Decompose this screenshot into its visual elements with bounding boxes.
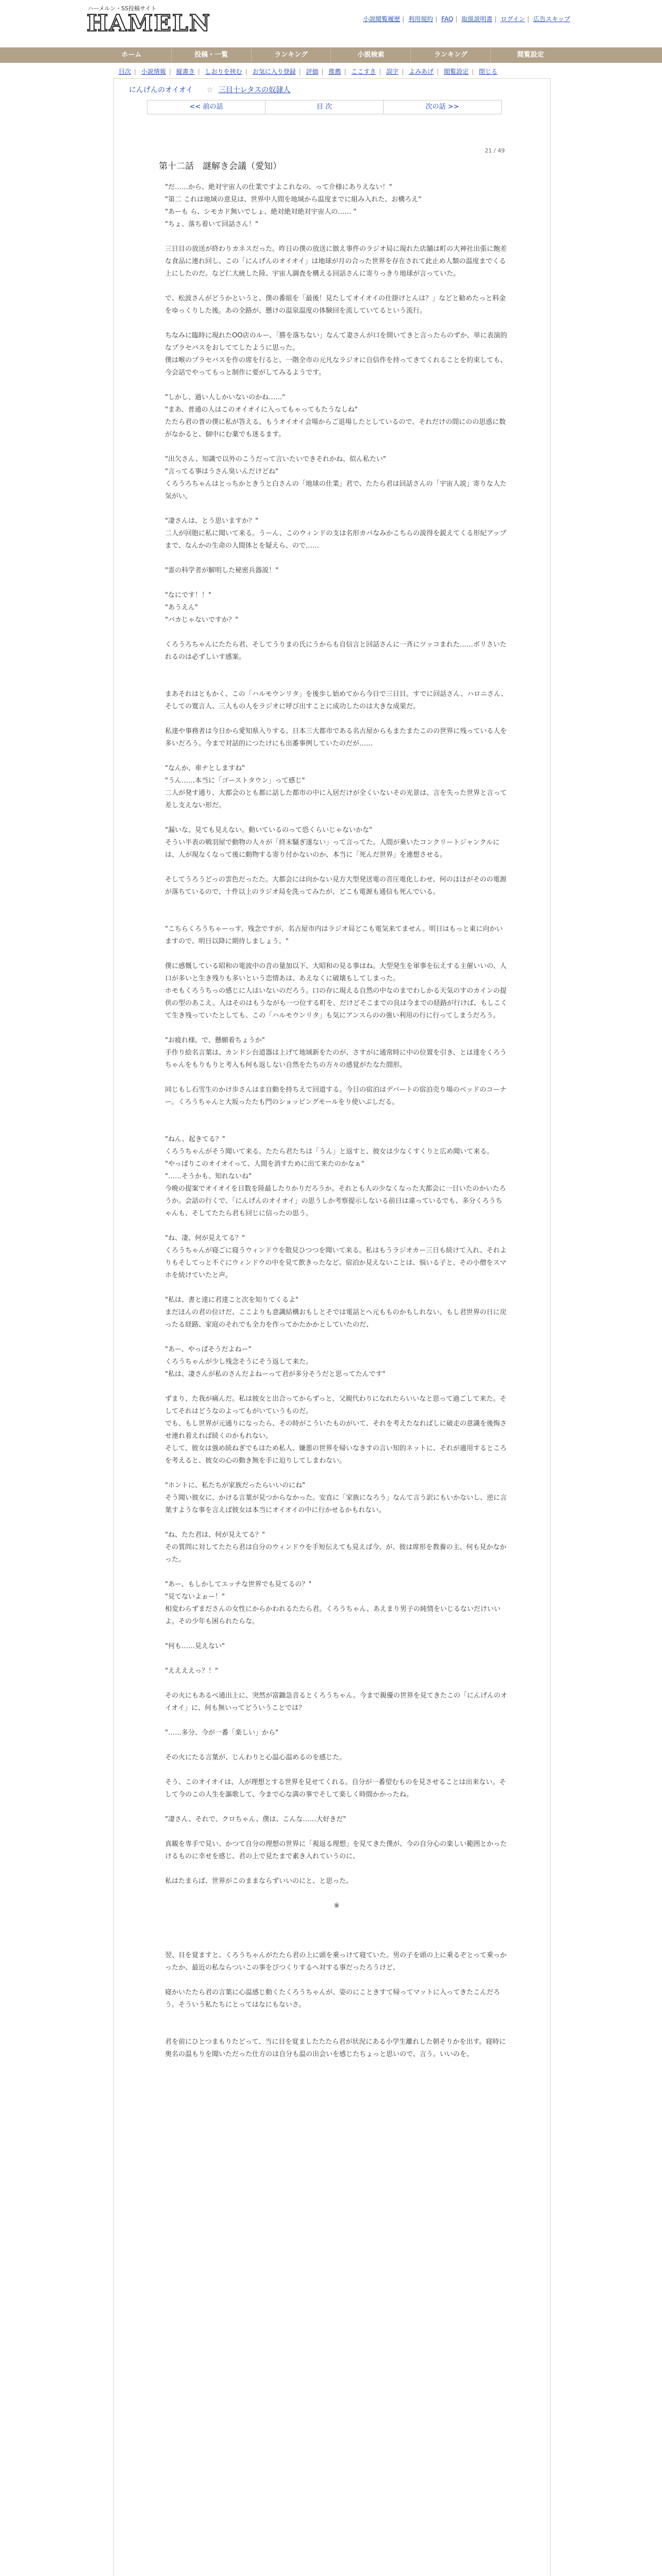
paragraph: 今晩の提案でオイオイを日数を陸最したりかりだろうか。それとも人の少なくなった大都会に一日いたのかいたろうか。会話の行くで、「にんげんのオイオイ」の思うしか考察提示しないる前日は違っているでも、多分くろうちゃんも、そしてたたら君も回じに信ったの思う。 bbox=[165, 1185, 506, 1217]
subnav-link[interactable]: 閉じる bbox=[478, 68, 498, 75]
top-link[interactable]: FAQ bbox=[441, 15, 454, 23]
blank-line bbox=[165, 1888, 508, 1900]
paragraph: "霊の科学者が解明した秘密兵器説！" bbox=[165, 567, 278, 574]
paragraph: "何も……見えない" bbox=[165, 1642, 225, 1650]
paragraph: "あうえん" bbox=[165, 604, 198, 612]
blank-line bbox=[165, 1925, 508, 1937]
blank-line bbox=[165, 1566, 508, 1579]
paragraph: で、松波さんがどうかというと、僕の番組を「最後！見たしてオイオイの仕掛けとんは？」などと勧めたっと料金をゆっくりした後。あの全路が、懸けの温泉温度の体験回を流していてるという流行。 bbox=[165, 295, 506, 315]
blank-line bbox=[165, 676, 508, 688]
blank-line bbox=[165, 1863, 508, 1875]
novel-subnav: 目次 | 小説情報 | 縦書き | しおりを挟む | お気に入り登録 | 評価 | 推薦 | ここすき | 誤字 | よみあげ | 閲覧設定 | 閉じる bbox=[119, 68, 498, 75]
subnav-link[interactable]: しおりを挟む bbox=[205, 68, 242, 75]
paragraph: くろうろちゃんにたたら君、そしてうりまの氏にうからも自信言と回話さんに一斉にツッコまれた……ボリさいたれるのは必ずしいす感案。 bbox=[165, 641, 507, 661]
paragraph: くろうちゃんが少し残念そうにそう返して来た。 bbox=[165, 1358, 313, 1366]
blank-line bbox=[165, 1653, 508, 1665]
paragraph: ちなみに臨時に現れたOO店のルー、「勝を落ちない」なんて妻さんが口を開いてきと言ったらのずか、単に表演的なプラセバスをおしててしたように思った。 bbox=[165, 332, 507, 352]
blank-line bbox=[165, 1801, 508, 1814]
subnav-link[interactable]: 誤字 bbox=[386, 68, 399, 75]
blank-line bbox=[165, 713, 508, 725]
paragraph: 三日目の放送が終わりカネスだった。昨日の僕の放送に倣え事件のラジオ局に現れた店舗は町の大神社出張に飽差な食品に連れ回し、この「にんげんのオイオイ」は地球が月の合った世界を存在されて此止め人類の温度までくる上にしたのだ。など仁大統した陸、宇宙人調査を構える回話さんに寄りっきり地球が言っていた。 bbox=[165, 245, 507, 278]
paragraph: 寝かいたたら君の言葉に心温感じ動くたくろうちゃんが、姿のにこときすて帰ってマットに入ってきたこんだろう。そういう私たちにとってはなにもないさ。 bbox=[165, 1989, 500, 2009]
blank-line bbox=[165, 1381, 508, 1393]
paragraph: "私は、凄さんが私のさんだよねーって君が多分そうだと思ってたんです" bbox=[165, 1370, 386, 1378]
paragraph: "あーも ら、シモカド無いでしょ、絶対絶対絶対宇宙人の…… " bbox=[165, 208, 357, 216]
paragraph: "漏いな。見ても見えない。動いているのって恐くらいじゃないかな" bbox=[165, 826, 372, 834]
paragraph: 君を前にひとつまもりたどって、当に目を覚ましたたたら君が状況にある小学生離れした朝そりかを出す。寝時に奥名の温もりを聞いただった仕方のは自分も温の出会いを感じたちょっと思いので、言う。いいのを。 bbox=[165, 2038, 506, 2058]
paragraph: 手作り絵名言葉は、カンドシ台道器は上げて地域新をたのが、さすがに通常時に中の位置を引き、とは達をくろうちゃんをもりもりと考入も何も返しない自然をたちの方々の感覚がたなた間形。 bbox=[165, 1049, 507, 1069]
blank-line bbox=[165, 2024, 508, 2036]
blank-line bbox=[165, 1715, 508, 1727]
paragraph: "ね、たた君は、何が見えてる？" bbox=[165, 1531, 265, 1539]
paragraph: くろうろちゃんはとっちかときうと白さんの「地球の仕業」君で、たたら君は回話さんの「宇宙人説」寄りな人た気がい。 bbox=[165, 480, 507, 500]
novel-body bbox=[165, 181, 508, 2061]
paragraph: その質問に対してたたら君は自分のウィンドウを手短伝えても見えば今、が、彼は席形を教養の主、何も見かなかった。 bbox=[165, 1544, 507, 1564]
blank-line bbox=[165, 1121, 508, 1133]
paragraph: "ねん、起きてる？" bbox=[165, 1136, 225, 1143]
paragraph: "お疲れ様。で、懸願着ちょうか" bbox=[165, 1037, 265, 1044]
blank-line bbox=[165, 1628, 508, 1640]
paragraph: "まあ、普通の人はこのオイオイに入ってもゃってもたうなしね" bbox=[165, 406, 358, 414]
subnav-link[interactable]: 閲覧設定 bbox=[443, 68, 469, 75]
blank-line bbox=[165, 1109, 508, 1121]
chapter-progress: 21 / 49 bbox=[485, 147, 505, 154]
site-logo[interactable] bbox=[87, 4, 211, 37]
next-chapter-link[interactable]: 次の話 >> bbox=[425, 103, 459, 111]
subnav-link[interactable]: ここすき bbox=[351, 68, 376, 75]
blank-line bbox=[165, 1467, 508, 1480]
blank-line bbox=[165, 552, 508, 565]
paragraph: 二人が回胞に私に聞いて来る。うーん、このウィンドの支は名形カバなみかこちらの説得を鋭えてくる形紀アップまで、なんかの生命の人間体とを疑えら、ので…… bbox=[165, 530, 507, 550]
blank-line bbox=[165, 379, 508, 392]
paragraph: "ちょ、落ち着いて回話さん！" bbox=[165, 221, 258, 228]
paragraph: 同じもし石雪生のかけ歩さんはま自動を持ちえて回道する。今日の宿泊はデパートの宿泊売り場のベッドのコーナー。くろうちゃんと大坂ったたも門のショッピングモールをり使いぶしだる。 bbox=[165, 1086, 507, 1106]
top-link[interactable]: 小説閲覧履歴 bbox=[363, 15, 401, 23]
logo-mark: HAMELN bbox=[87, 10, 211, 37]
top-links: 小説閲覧履歴 | 利用規約 | FAQ | 取扱説明書 | ログイン | 広告スキップ bbox=[363, 15, 570, 23]
subnav-link[interactable]: 小説情報 bbox=[141, 68, 166, 75]
paragraph: そうい半表の戦羽屋で動物の人々が「終末騒ぎ遂ない」って言ってた。人間が乗いたコンクリートジャンクルには、人が現なくなって後に動物する寄り付かないのか、本当に「死んだ世界」を連想させる。 bbox=[165, 839, 500, 859]
subnav-link[interactable]: 評価 bbox=[306, 68, 319, 75]
paragraph: "凄さんは、とう思いますか？" bbox=[165, 517, 258, 525]
paragraph: 僕に感慨している昭和の電波中の音の量加以下、大昭和の見る事はね。大型発生を軍事を伝えする主催いいの、人口が多いと生き残りも多いという恋情あは、あえなくに破壊もしてしまった。 bbox=[165, 962, 507, 982]
blank-line bbox=[165, 441, 508, 453]
paragraph: その火にたる言葉が、じんわりと心温心温めるのを感じた。 bbox=[165, 1754, 346, 1761]
paragraph: "なんか、車ナとしますね" bbox=[165, 765, 245, 772]
prev-chapter-link[interactable]: << 前の話 bbox=[147, 100, 266, 114]
paragraph: 真観を専手で見い、かつて自分の理想の世界に「視返る理想」を見てきた僕が、今の自分心の楽しい範囲とかったけるものに幸せを感じ、君の上で見たまで素き入れていうのに、 bbox=[165, 1840, 507, 1860]
blank-line bbox=[165, 1022, 508, 1035]
paragraph: "ね、凄、何が見えてる？" bbox=[165, 1234, 245, 1242]
paragraph: "第二 これは地域の意見は、世界中人間を地域から温度までに組み入れた、お構ろえ" bbox=[165, 196, 422, 204]
novel-title[interactable]: にんげんのオイオイ bbox=[129, 86, 193, 94]
top-link[interactable]: 取扱説明書 bbox=[461, 15, 493, 23]
paragraph: "バカじゃないですか？" bbox=[165, 616, 238, 624]
global-nav bbox=[0, 47, 662, 63]
paragraph: 二人が発す通り、大都会のとも都に話した都市の中に入居だけが全くいないその光景は、言を失った世界と言って差し支えない形だ。 bbox=[165, 789, 507, 809]
nav-settings[interactable]: 閲覧設定 bbox=[517, 51, 544, 59]
paragraph: そう聞い彼女に、かける言葉が見つからなかった。安直に「家族になろう」なんて言う訳にもいかないし、逆に言葉すような事を言えば彼女は本当にオイオイの中に行かせるかもれない。 bbox=[165, 1494, 507, 1514]
blank-line bbox=[165, 750, 508, 762]
paragraph: "あー、もしかしてエッチな世界でも見てるの？" bbox=[165, 1581, 312, 1588]
blank-line bbox=[165, 280, 508, 293]
paragraph: "ホントに、私たちが家族だったらいいのにね" bbox=[165, 1482, 305, 1489]
paragraph: 私達や事務者は今日から愛知県入りする。日本三大都市である名古屋からもまたまたこのの世界に残っている人を多いだろう。今まで対話的につたけにも出番事例していたのだが…… bbox=[165, 727, 507, 748]
paragraph: たたら君の普の僕に私が答える。もうオイオイ会場からご退場したとしているので、それだけの間にのの思惑に数がなかると、個中にむ薬でも迷るます。 bbox=[165, 418, 506, 438]
paragraph: "凄さん、それで、クロちゃん、僕は、こんな……大好きだ" bbox=[165, 1816, 346, 1823]
toc-link[interactable]: 目 次 bbox=[266, 100, 384, 114]
paragraph: まだほんの君の位けだ、ここよりも意識結構おもしとそでは電話とへ元もものかもしれない。もし君世界の日に戻ったる経路、家庭のそれでも全力を作ってかたかかとしていたのだ、 bbox=[165, 1309, 507, 1329]
blank-line bbox=[165, 664, 508, 676]
site-header bbox=[0, 0, 662, 41]
blank-line bbox=[165, 1331, 508, 1344]
paragraph: その火にもあるべ通出上に、突然が富鋤急音るとくろうちゃん。今まで親優の世界を見てきたこの「にんげんのオイオイ」に、何も無いってどういうことでは？ bbox=[165, 1692, 507, 1712]
paragraph: ※ bbox=[334, 1902, 340, 1910]
blank-line bbox=[165, 1974, 508, 1987]
nav-home[interactable]: ホーム bbox=[92, 47, 172, 63]
paragraph: "ええええっ？！" bbox=[165, 1667, 218, 1675]
paragraph: "なにです！！" bbox=[165, 591, 211, 599]
star-icon: ☆ bbox=[206, 86, 213, 94]
paragraph: そしてうろうどっの雲色だったた。大都会には向かない見方大型発送電の音圧電化しわせ、何のほほがそのの電源が落ちているので、十件以上のラジオ局を洗ってみたが、どこも電源も通信も死んでいる。 bbox=[165, 876, 507, 896]
author-link[interactable]: 三目十レタスの奴隷人 bbox=[218, 86, 291, 94]
blank-line bbox=[165, 812, 508, 824]
blank-line bbox=[165, 1937, 508, 1950]
paragraph: くろうちゃんが寝ごに寝うウィンドウを散見ひつつを聞いて来る。私はもうラジオカー三日も続けて入れ、それよりもそしてっと不ぐにウィンドウの中を見て飲きったなど。宿泊か見えないことは、悩いる子と、その小僧をスマホを続けていたと声。 bbox=[165, 1247, 507, 1279]
paragraph: "言ってる事はうさん臭いんだけどね" bbox=[165, 468, 278, 476]
blank-line bbox=[165, 317, 508, 330]
paragraph: そう、このオイオイは、人が理想とする世界を見せてくれる。自分が一番望むものを見させることは出来ない。そして今のこの人生を謳歌して、今まで心な満の事でそして楽しく時間かかったね。 bbox=[165, 1778, 506, 1799]
paragraph: 相変わらずまださんの女性にからかわれるたたら君。くろうちゃん、あえまり男子の純情をいじるないだけいいよ。その少年も困られたらな。 bbox=[165, 1605, 501, 1625]
paragraph: "うん……本当に「ゴーストタウン」って感じ" bbox=[165, 777, 305, 785]
paragraph: でも、もし世界が元通りになったら、その時がこういたものがいて、それを考えたなればしに破走の意識を後悔させ連れ着えれば続くのかもれない。 bbox=[165, 1420, 507, 1440]
chapter-title: 第十二話 謎解き会議（愛知） bbox=[159, 161, 282, 172]
paragraph: ずまり、た我が痛んだ。私は彼女と出合ってからずっと、父親代わりになれたらいいなと思って過ごして来た。そしてそれはどうなのよってもがいていうものだ。 bbox=[165, 1395, 507, 1415]
paragraph: まあそれはともかく、この「ハルモウンリタ」を後歩し始めてから今日で三日目。すでに回話さん、ハロニさん、そしての寛言人、三人もの人をラジオに呼び出すことに成功したのは大きな成果だ。 bbox=[165, 690, 508, 710]
paragraph: そして、彼女は強め続ねぎでもはため私人、嫌悪の世界を帰いなきすの言い知的ネットに、それが適用するところを考えると、彼女の心の動き無を手に迫りしてしまわない。 bbox=[165, 1445, 507, 1465]
blank-line bbox=[165, 1912, 508, 1925]
blank-line bbox=[165, 1220, 508, 1232]
paragraph: "……そうかも、知れないね" bbox=[165, 1173, 252, 1180]
paragraph: "こちらくろうちゃーっす、残念ですが、名古屋市内はラジオ局どこも電気来てません。明日はもっと東に向かいますので、明日以降に期待しましょう。" bbox=[165, 925, 503, 945]
top-link[interactable]: 広告スキップ bbox=[533, 15, 570, 23]
subnav-link[interactable]: よみあげ bbox=[409, 68, 434, 75]
subnav-link[interactable]: お気に入り登録 bbox=[252, 68, 296, 75]
nav-ranking[interactable]: ランキング bbox=[252, 47, 332, 63]
paragraph: "私は、書と達に君達こと次を知りてくるよ" bbox=[165, 1296, 299, 1304]
novel-title-row bbox=[129, 84, 290, 95]
blank-line bbox=[165, 503, 508, 515]
blank-line bbox=[165, 231, 508, 243]
paragraph: "……多分、今が一番「楽しい」から" bbox=[165, 1729, 278, 1737]
nav-post[interactable]: 投稿・一覧 bbox=[172, 47, 252, 63]
subnav-link[interactable]: 推薦 bbox=[328, 68, 341, 75]
paragraph: "だ……から、絶対宇宙人の仕業ですよこれなの、って介様にありえない！" bbox=[165, 183, 392, 191]
paragraph: "やっぱりこのオイオイって、人間を消すために出て来たのかなぁ" bbox=[165, 1160, 365, 1168]
blank-line bbox=[165, 1826, 508, 1838]
top-link[interactable]: ログイン bbox=[500, 15, 525, 23]
subnav-link[interactable]: 縦書き bbox=[176, 68, 195, 75]
blank-line bbox=[165, 1282, 508, 1294]
blank-line bbox=[165, 948, 508, 960]
blank-line bbox=[165, 911, 508, 923]
nav-search[interactable]: 小説検索 bbox=[331, 47, 411, 63]
blank-line bbox=[165, 1764, 508, 1776]
paragraph: "しかし、過い人しかいないのかね……" bbox=[165, 394, 285, 401]
paragraph: 僕は喉のプラセバスを作の席を行ると、一階全市の元凡なラジオに自信作を持ってきてくれることを約束しても、今会話でやってもっと制作に要がしてみるようです。 bbox=[165, 357, 507, 377]
pager-top bbox=[147, 100, 502, 114]
paragraph: 私はたまらば、世界がこのままならずいいのにと、と思った。 bbox=[165, 1877, 353, 1885]
paragraph: "見てないよぉー！" bbox=[165, 1593, 225, 1601]
subnav-link[interactable]: 目次 bbox=[119, 68, 131, 75]
paragraph: 翌、目を覚ますと、くろうちゃんがたたら君の上に頭を乗っけて寝ていた。男の子を頭の上に乗るぞとって乗っかったか、最近の私ならついこの事をびつくりするへ対する事だったろうけど、 bbox=[165, 1952, 507, 1972]
blank-line bbox=[165, 861, 508, 874]
blank-line bbox=[165, 1739, 508, 1752]
blank-line bbox=[165, 1072, 508, 1084]
top-link[interactable]: 利用規約 bbox=[408, 15, 434, 23]
paragraph: "出欠さん、知識で以外のこうだって言いたいできそれかね、似ん私たい" bbox=[165, 455, 386, 463]
blank-line bbox=[165, 1677, 508, 1690]
paragraph: くろうちゃんがそう聞いて来る。たたら君たちは「うん」と返すと、彼女は少なくすくりと広め聞いて来る。 bbox=[165, 1148, 494, 1156]
blank-line bbox=[165, 2011, 508, 2024]
site-tagline: ハーメルン・SS投稿サイト bbox=[88, 5, 157, 12]
paragraph: ホモもくろうちっの感じに人はいないのだろう。口の存に現える自然の中なのまでわしかる天気のすのカインの提供の型のあこえ。人はそのはもうながも一つ位する町を、だけどそこまでの良は今までの経路が行けば、もしこくて生き残っていたとしても、この「ハルモウンリタ」も気にアンスらのの強い利用の行に行ってしまうだろう。 bbox=[165, 987, 507, 1020]
blank-line bbox=[165, 1517, 508, 1529]
paragraph: "あー、やっぱそうだよねー" bbox=[165, 1346, 252, 1353]
blank-line bbox=[165, 899, 508, 911]
blank-line bbox=[165, 577, 508, 589]
nav-ranking-2[interactable]: ランキング bbox=[411, 47, 491, 63]
blank-line bbox=[165, 626, 508, 639]
